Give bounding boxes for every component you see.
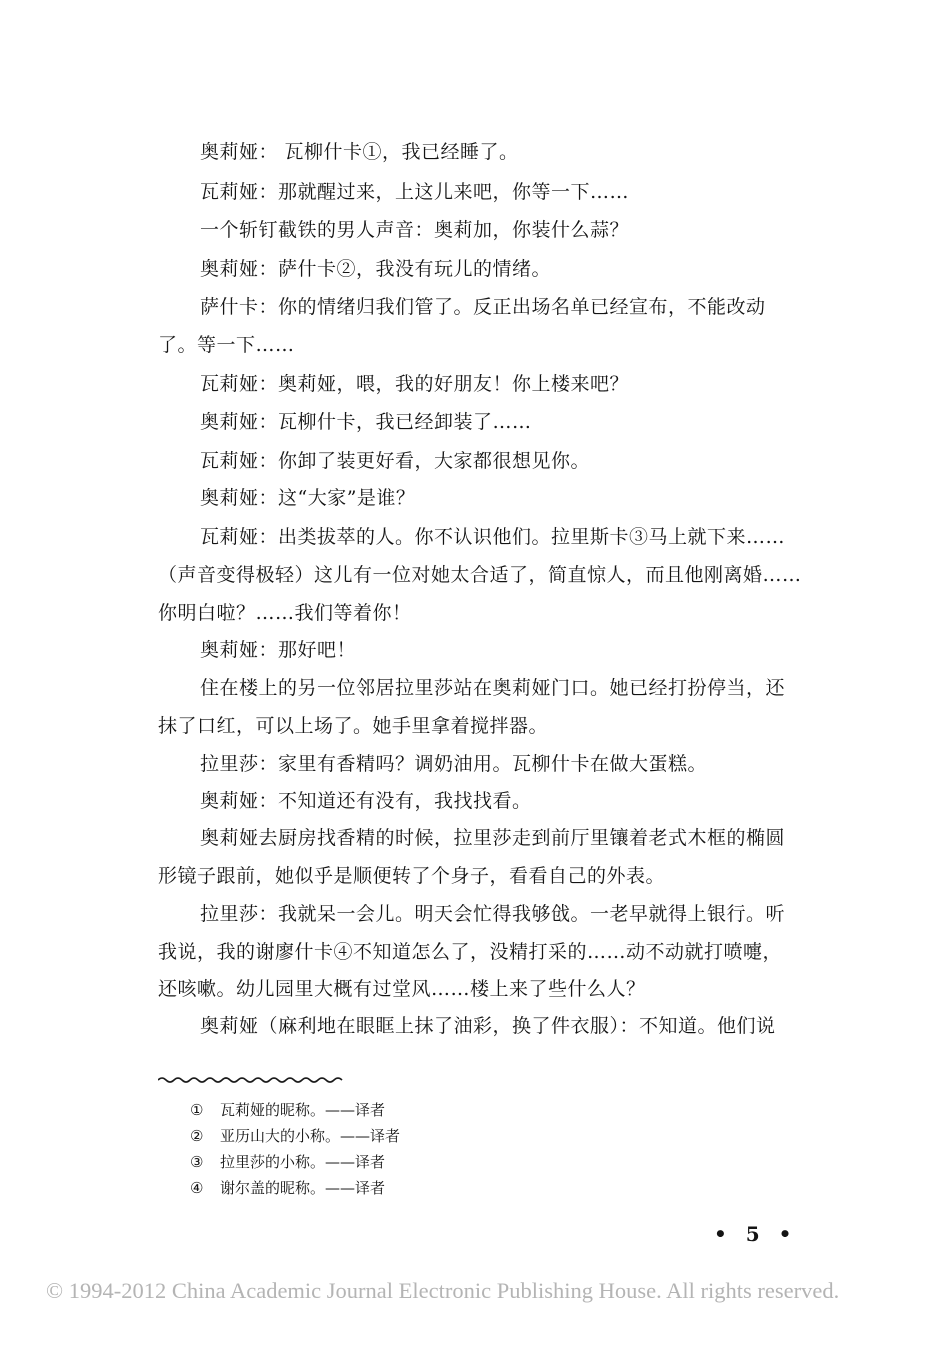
footnote-item — [190, 1152, 385, 1172]
text-line: 抹了口红，可以上场了。她手里拿着搅拌器。 — [158, 715, 549, 737]
footnote-mark: ② — [190, 1127, 204, 1145]
footnote-text: 亚历山大的小称。——译者 — [220, 1127, 401, 1145]
text-line: 奥莉娅去厨房找香精的时候，拉里莎走到前厅里镶着老式木框的椭圆 — [200, 827, 786, 849]
text-line: 瓦莉娅：出类拔萃的人。你不认识他们。拉里斯卡③马上就下来…… — [200, 526, 786, 548]
text-line: 拉里莎：我就呆一会儿。明天会忙得我够戗。一老早就得上银行。听 — [200, 903, 786, 925]
footnote-text: 拉里莎的小称。——译者 — [220, 1153, 386, 1171]
text-line: 奥莉娅：不知道还有没有，我找找看。 — [200, 790, 532, 812]
text-line: 瓦莉娅：奥莉娅，喂，我的好朋友！你上楼来吧？ — [200, 373, 630, 395]
text-line: 我说，我的谢廖什卡④不知道怎么了，没精打采的……动不动就打喷嚏， — [158, 941, 783, 963]
footnote-mark: ④ — [190, 1179, 204, 1197]
footnote-item — [190, 1126, 400, 1146]
page-number: • 5 • — [714, 1222, 798, 1246]
text-line: 拉里莎：家里有香精吗？调奶油用。瓦柳什卡在做大蛋糕。 — [200, 753, 708, 775]
text-line: 形镜子跟前，她似乎是顺便转了个身子，看看自己的外表。 — [158, 865, 666, 887]
footnote-item — [190, 1100, 385, 1120]
text-line: 了。等一下…… — [158, 334, 295, 356]
footnote-text: 瓦莉娅的昵称。——译者 — [220, 1101, 386, 1119]
text-line: 奥莉娅：这“大家”是谁？ — [200, 487, 416, 509]
text-line: 还咳嗽。幼儿园里大概有过堂风……楼上来了些什么人？ — [158, 978, 646, 1000]
text-line: 萨什卡：你的情绪归我们管了。反正出场名单已经宣布，不能改动 — [200, 296, 766, 318]
text-line: 奥莉娅：那好吧！ — [200, 639, 357, 661]
copyright-watermark: © 1994-2012 China Academic Journal Electronic Publishing House. All rights reserved. — [46, 1278, 840, 1303]
text-line: （声音变得极轻）这儿有一位对她太合适了，简直惊人，而且他刚离婚…… — [158, 564, 802, 586]
footnote-mark: ① — [190, 1101, 204, 1119]
text-line: 住在楼上的另一位邻居拉里莎站在奥莉娅门口。她已经打扮停当，还 — [200, 677, 786, 699]
text-line: 瓦莉娅：你卸了装更好看，大家都很想见你。 — [200, 450, 591, 472]
text-line: 奥莉娅：萨什卡②，我没有玩儿的情绪。 — [200, 258, 552, 280]
text-line: 一个斩钉截铁的男人声音：奥莉加，你装什么蒜？ — [200, 219, 630, 241]
text-line: 奥莉娅（麻利地在眼眶上抹了油彩，换了件衣服）：不知道。他们说 — [200, 1015, 776, 1037]
text-line: 奥莉娅：瓦柳什卡，我已经卸装了…… — [200, 411, 532, 433]
text-line: 瓦莉娅：那就醒过来，上这儿来吧，你等一下…… — [200, 181, 630, 203]
footnote-divider — [158, 1076, 348, 1084]
footnote-text: 谢尔盖的昵称。——译者 — [220, 1179, 386, 1197]
text-line: 你明白啦？……我们等着你！ — [158, 602, 412, 624]
text-line: 奥莉娅： 瓦柳什卡①，我已经睡了。 — [200, 141, 519, 163]
footnote-item — [190, 1178, 385, 1198]
footnote-mark: ③ — [190, 1153, 204, 1171]
